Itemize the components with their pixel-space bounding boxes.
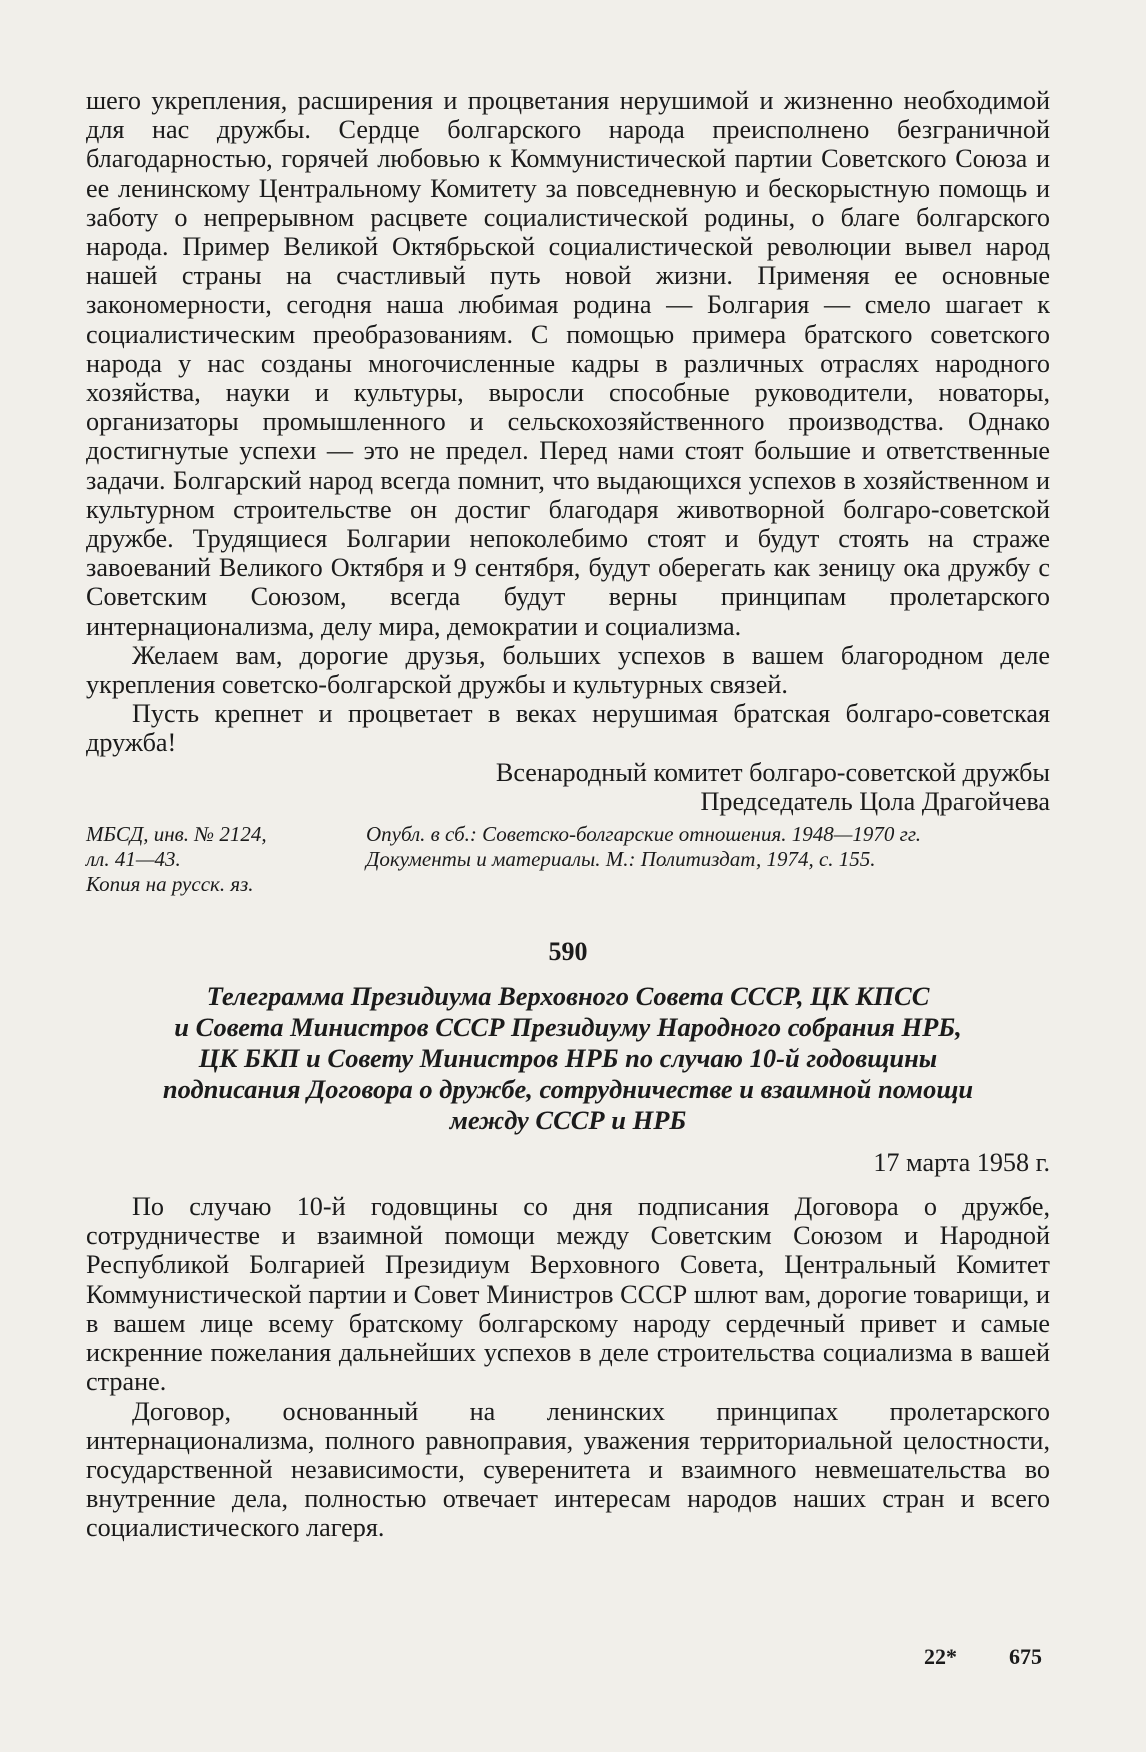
archive-source: [86, 822, 366, 897]
archive-line: МБСД, инв. № 2124,: [86, 822, 267, 847]
title-line: между СССР и НРБ: [449, 1105, 687, 1136]
publication-source: [366, 822, 1050, 897]
archive-line: лл. 41—43.: [86, 847, 181, 872]
document-title: [126, 981, 1010, 1136]
title-line: Телеграмма Президиума Верховного Совета СССР, ЦК КПСС: [206, 981, 930, 1012]
paragraph-treaty: Договор, основанный на ленинских принципах пролетарского интернационализма, полного равноправия, уважения территориальной целостности, государственной независимости, суверенитета и взаимного невмешательства во внутренние дела, полностью отвечает интересам народов наших стран и всего социалистического лагеря.: [86, 1396, 1050, 1543]
document-number: 590: [548, 937, 588, 967]
signature-chair: Председатель Цола Драгойчева: [700, 786, 1050, 816]
title-line: подписания Договора о дружбе, сотрудничестве и взаимной помощи: [162, 1074, 974, 1105]
paragraph-continuation: шего укрепления, расширения и процветания нерушимой и жизненно необходимой для нас дружбы. Сердце болгарского народа преисполнено безграничной благодарностью, горячей любовью к Коммунистической партии Советского Союза и ее ленинскому Центральному Комитету за повседневную и бескорыстную помощь и заботу о непрерывном расцвете социалистической родины, о благе болгарского народа. Пример Великой Октябрьской социалистической революции вывел народ нашей страны на счастливый путь новой жизни. Применяя ее основные закономерности, сегодня наша любимая родина — Болгария — смело шагает к социалистическим преобразованиям. С помощью примера братского советского народа у нас созданы многочисленные кадры в различных отраслях народного хозяйства, науки и культуры, выросли способные руководители, новаторы, организаторы промышленного и сельскохозяйственного производства. Однако достигнутые успехи — это не предел. Перед нами стоят большие и ответственные задачи. Болгарский народ всегда помнит, что выдающихся успехов в хозяйственном и культурном строительстве он достиг благодаря животворной болгаро-советской дружбе. Трудящиеся Болгарии непоколебимо стоят и будут стоять на страже завоеваний Великого Октября и 9 сентября, будут оберегать как зеницу ока дружбу с Советским Союзом, всегда будут верны принципам пролетарского интернационализма, делу мира, демократии и социализма.: [86, 86, 1050, 641]
document-date: 17 марта 1958 г.: [873, 1148, 1050, 1178]
archive-line: Копия на русск. яз.: [86, 872, 254, 897]
publication-line: Опубл. в сб.: Советско-болгарские отношения. 1948—1970 гг.: [366, 822, 922, 847]
signature-organization: Всенародный комитет болгаро-советской дружбы: [495, 757, 1050, 787]
signature-mark: 22*: [924, 1644, 957, 1669]
publication-line: Документы и материалы. М.: Политиздат, 1974, с. 155.: [366, 847, 876, 872]
page-number: 675: [1009, 1644, 1042, 1669]
paragraph-wishes: Желаем вам, дорогие друзья, больших успехов в вашем благородном деле укрепления советско-болгарской дружбы и культурных связей.: [86, 640, 1050, 700]
title-line: ЦК БКП и Совету Министров НРБ по случаю 10-й годовщины: [198, 1043, 938, 1074]
archive-reference: [86, 822, 1050, 897]
paragraph-greeting: По случаю 10-й годовщины со дня подписания Договора о дружбе, сотрудничестве и взаимной помощи между Советским Союзом и Народной Республикой Болгарией Президиум Верховного Совета, Центральный Комитет Коммунистической партии и Совет Министров СССР шлют вам, дорогие товарищи, и в вашем лице всему братскому болгарскому народу сердечный привет и самые искренние пожелания дальнейших успехов в деле строительства социализма в вашей стране.: [86, 1192, 1050, 1397]
paragraph-closing: Пусть крепнет и процветает в веках нерушимая братская болгаро-советская дружба!: [86, 699, 1050, 758]
title-line: и Совета Министров СССР Президиуму Народного собрания НРБ,: [174, 1012, 962, 1043]
page-content: [86, 86, 1050, 1543]
